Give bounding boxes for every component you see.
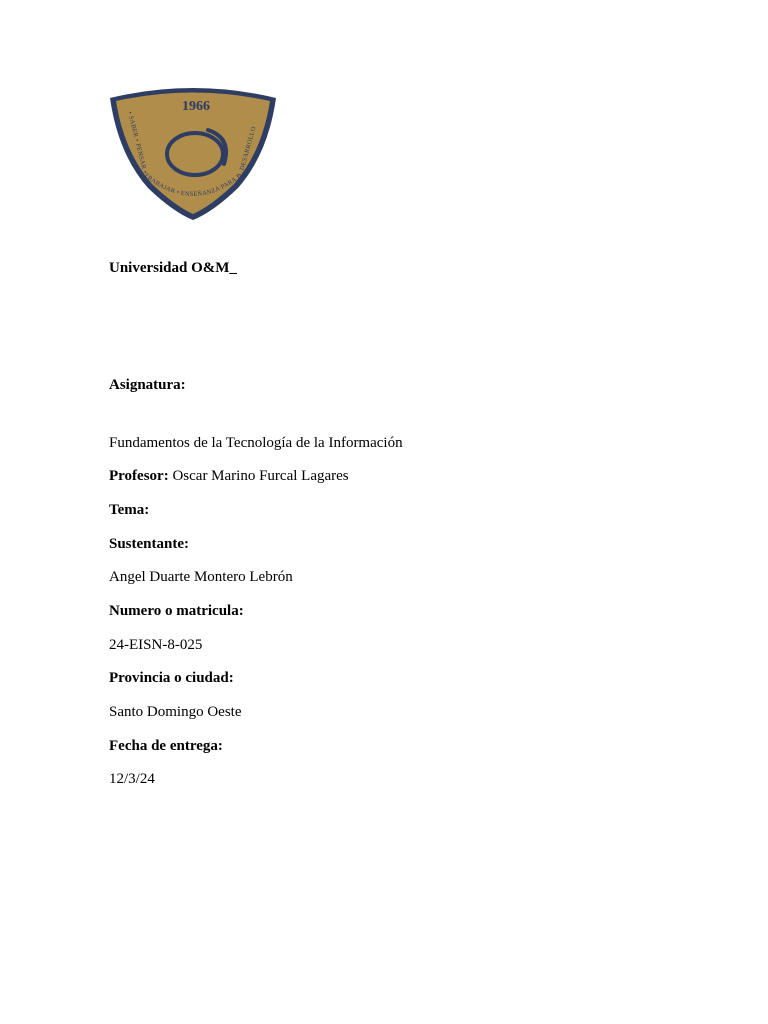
crest-year: 1966 [182,99,210,114]
university-name: Universidad O&M_ [109,260,237,276]
city-label: Provincia o ciudad: [109,670,234,686]
university-crest-logo [108,84,278,222]
professor-value: Oscar Marino Furcal Lagares [168,468,349,484]
professor-line [109,467,349,485]
presenter-value: Angel Duarte Montero Lebrón [109,569,293,585]
subject-label: Asignatura: [109,377,186,393]
id-value: 24-EISN-8-025 [109,637,203,653]
topic-label: Tema: [109,502,150,518]
date-value: 12/3/24 [109,771,155,787]
subject-value: Fundamentos de la Tecnología de la Información [109,435,403,451]
presenter-label: Sustentante: [109,536,190,552]
professor-label: Profesor: [109,468,169,484]
crest-motto: • SABER • PENSAR • TRABAJAR • ENSEÑANZA PARA EL DESARROLLO [126,110,258,199]
id-label: Numero o matricula: [109,603,244,619]
city-value: Santo Domingo Oeste [109,704,242,720]
date-label: Fecha de entrega: [109,738,223,754]
